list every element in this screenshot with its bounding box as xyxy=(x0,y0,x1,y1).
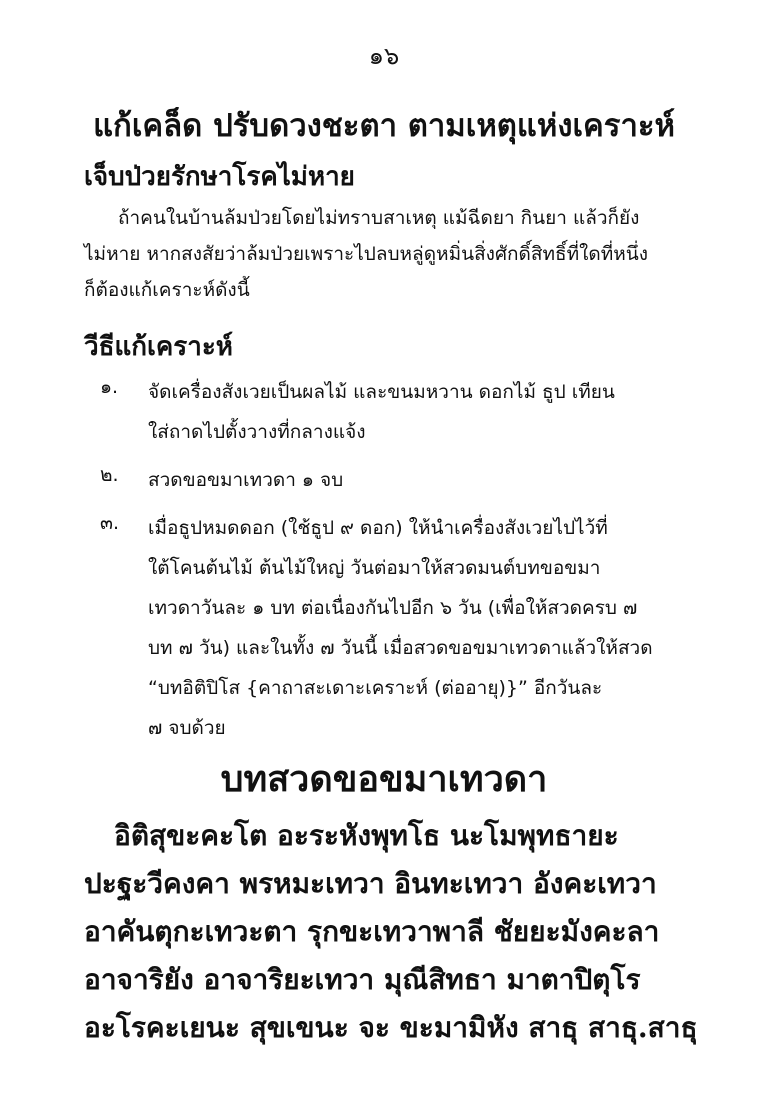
step-line: สวดขอขมาเทวดา ๑ จบ xyxy=(148,469,344,491)
prayer-line: อาจาริยัง อาจาริยะเทวา มุณีสิทธา มาตาปิตุโร xyxy=(84,963,641,996)
step-line: ใต้โคนต้นไม้ ต้นไม้ใหญ่ วันต่อมาให้สวดมนต์บทขอขมา xyxy=(148,557,601,579)
prayer-line: อะโรคะเยนะ สุขเขนะ จะ ขะมามิหัง สาธุ สาธุ.สาธุ xyxy=(84,1011,698,1044)
remedy-step-1 xyxy=(100,372,700,452)
step-line: ใส่ถาดไปตั้งวางที่กลางแจ้ง xyxy=(148,421,366,443)
step-line: “บทอิติปิโส {คาถาสะเดาะเคราะห์ (ต่ออายุ)}” อีกวันละ xyxy=(148,677,603,699)
step-line: เมื่อธูปหมดดอก (ใช้ธูป ๙ ดอก) ให้นำเครื่องสังเวยไปไว้ที่ xyxy=(148,517,608,539)
remedy-step-3 xyxy=(100,508,700,748)
prayer-line: อิติสุขะคะโต อะระหังพุทโธ นะโมพุทธายะ xyxy=(114,819,619,852)
prayer-text xyxy=(84,812,698,1052)
paragraph-line: ก็ต้องแก้เคราะห์ดังนี้ xyxy=(84,279,250,301)
step-line: บท ๗ วัน) และในทั้ง ๗ วันนี้ เมื่อสวดขอขมาเทวดาแล้วให้สวด xyxy=(148,637,653,659)
step-number: ๓. xyxy=(100,512,120,534)
page-number: ๑๖ xyxy=(368,42,400,70)
prayer-line: ปะฐะวีคงคา พรหมะเทวา อินทะเทวา อังคะเทวา xyxy=(84,867,657,900)
step-line: เทวดาวันละ ๑ บท ต่อเนื่องกันไปอีก ๖ วัน (เพื่อให้สวดครบ ๗ xyxy=(148,597,638,619)
prayer-line: อาคันตุกะเทวะตา รุกขะเทวาพาลี ชัยยะมังคะลา xyxy=(84,915,660,948)
prayer-title: บทสวดขอขมาเทวดา xyxy=(220,759,548,800)
illness-paragraph xyxy=(84,200,694,308)
remedy-steps-list xyxy=(100,372,700,748)
step-number: ๒. xyxy=(100,464,119,486)
paragraph-line: ถ้าคนในบ้านล้มป่วยโดยไม่ทราบสาเหตุ แม้ฉีดยา กินยา แล้วก็ยัง xyxy=(118,207,640,229)
paragraph-line: ไม่หาย หากสงสัยว่าล้มป่วยเพราะไปลบหลู่ดูหมิ่นสิ่งศักดิ์สิทธิ์ที่ใดที่หนึ่ง xyxy=(84,243,649,265)
remedy-step-2 xyxy=(100,460,700,500)
step-line: ๗ จบด้วย xyxy=(148,717,226,739)
step-line: จัดเครื่องสังเวยเป็นผลไม้ และขนมหวาน ดอกไม้ ธูป เทียน xyxy=(148,381,615,403)
section-heading-remedy: วีธีแก้เคราะห์ xyxy=(84,332,233,362)
section-heading-illness: เจ็บป่วยรักษาโรคไม่หาย xyxy=(84,162,355,192)
step-number: ๑. xyxy=(100,376,119,398)
page-title: แก้เคล็ด ปรับดวงชะตา ตามเหตุแห่งเคราะห์ xyxy=(93,108,675,144)
